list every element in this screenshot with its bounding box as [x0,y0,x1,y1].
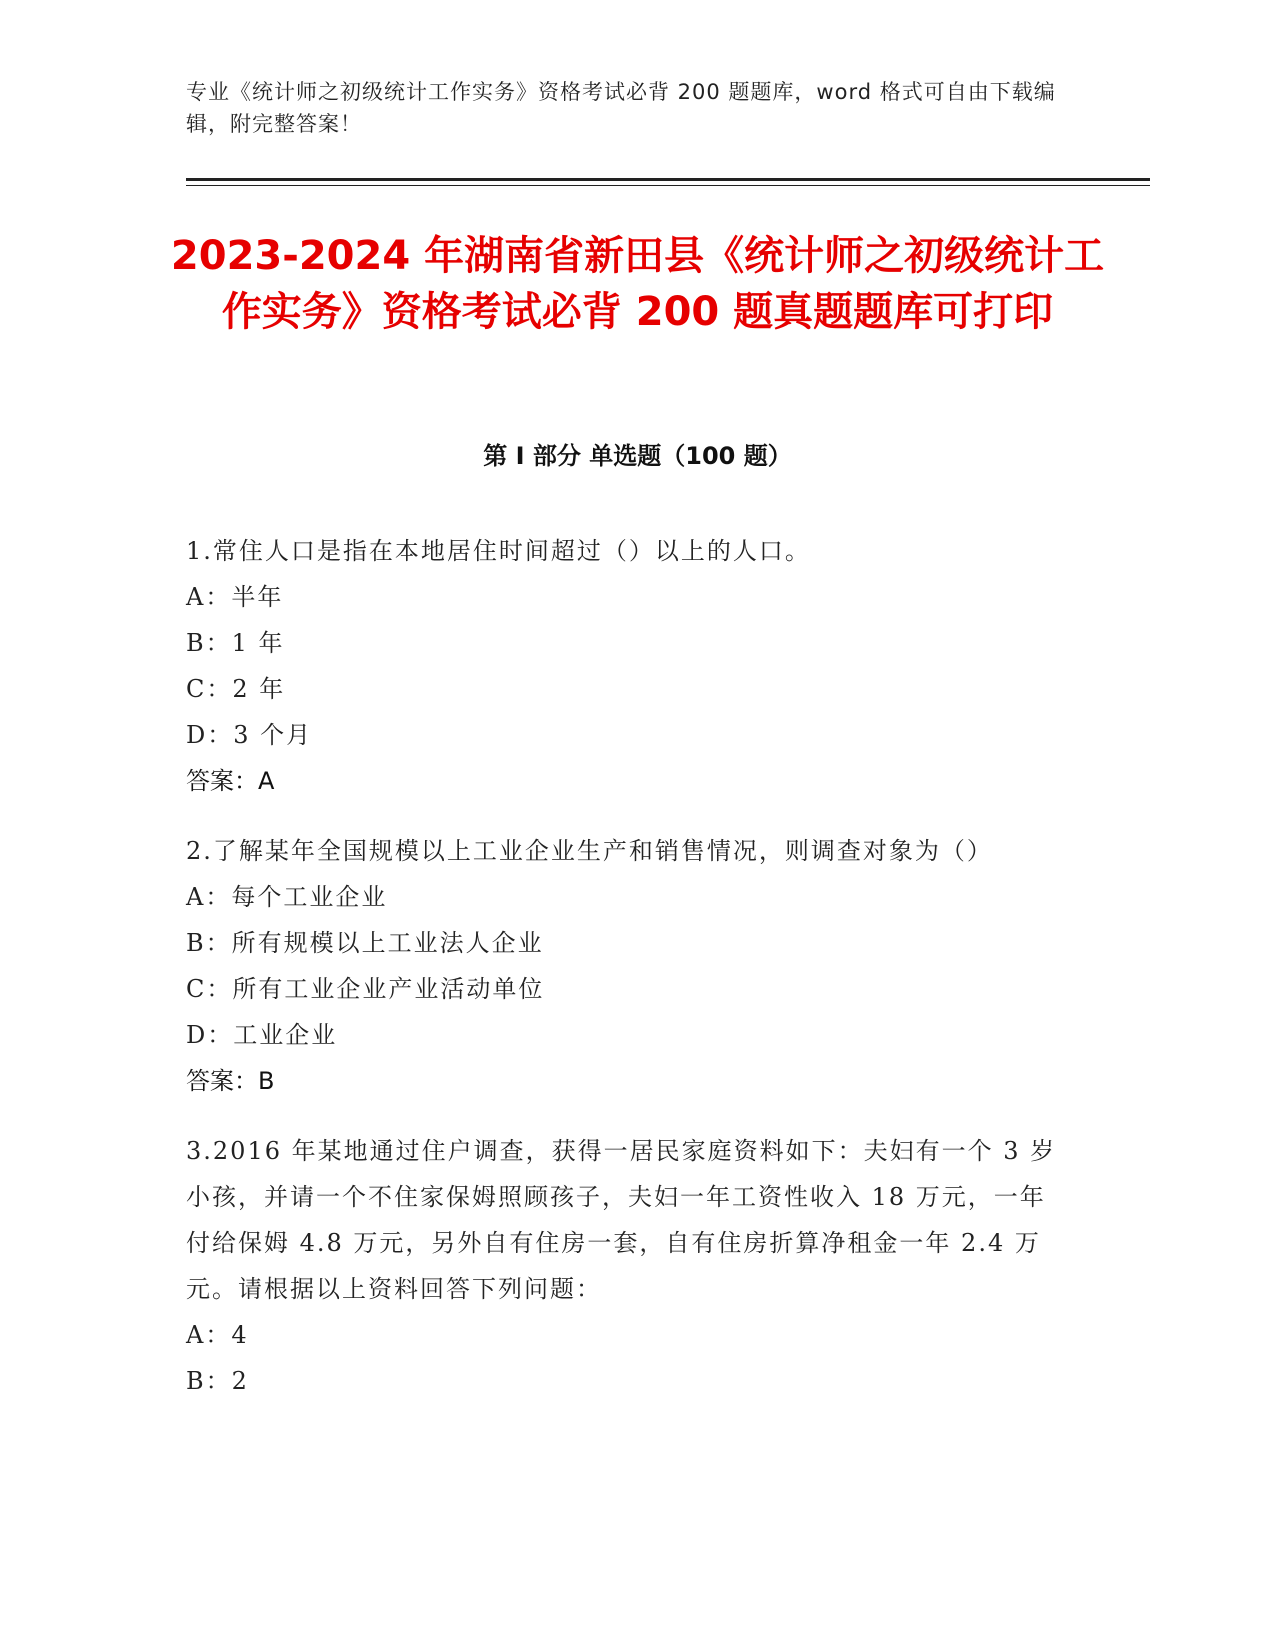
header-divider-thick [186,178,1150,181]
question-3 [186,1128,1066,1404]
option-c: C：所有工业企业产业活动单位 [186,975,545,1003]
question-stem: 2.了解某年全国规模以上工业企业生产和销售情况，则调查对象为（） [186,837,993,865]
header-divider-thin [186,185,1150,186]
option-b: B：所有规模以上工业法人企业 [186,929,544,957]
option-b: B：2 [186,1367,249,1395]
question-stem: 1.常住人口是指在本地居住时间超过（）以上的人口。 [186,537,811,565]
option-c: C：2 年 [186,675,286,703]
part-heading: 第 I 部分 单选题（100 题） [483,442,792,470]
option-d: D：工业企业 [186,1021,338,1049]
header-note: 专业《统计师之初级统计工作实务》资格考试必背 200 题题库，word 格式可自由下载编辑，附完整答案！ [186,80,1056,136]
document-title: 2023-2024 年湖南省新田县《统计师之初级统计工作实务》资格考试必背 200 题真题题库可打印 [170,233,1105,335]
question-stem: 3.2016 年某地通过住户调查，获得一居民家庭资料如下：夫妇有一个 3 岁小孩，并请一个不住家保姆照顾孩子，夫妇一年工资性收入 18 万元，一年付给保姆 4.8 万元，另外自有住房一套，自有住房折算净租金一年 2.4 万元。请根据以上资料回答下列问题： [186,1137,1057,1303]
option-b: B：1 年 [186,629,285,657]
question-1 [186,528,1066,804]
answer-line: 答案：B [186,1067,275,1095]
option-a: A：每个工业企业 [186,883,388,911]
option-a: A：4 [186,1321,249,1349]
question-list [186,528,1066,1428]
question-2 [186,828,1066,1104]
option-d: D：3 个月 [186,721,313,749]
option-a: A：半年 [186,583,284,611]
answer-line: 答案：A [186,767,275,795]
